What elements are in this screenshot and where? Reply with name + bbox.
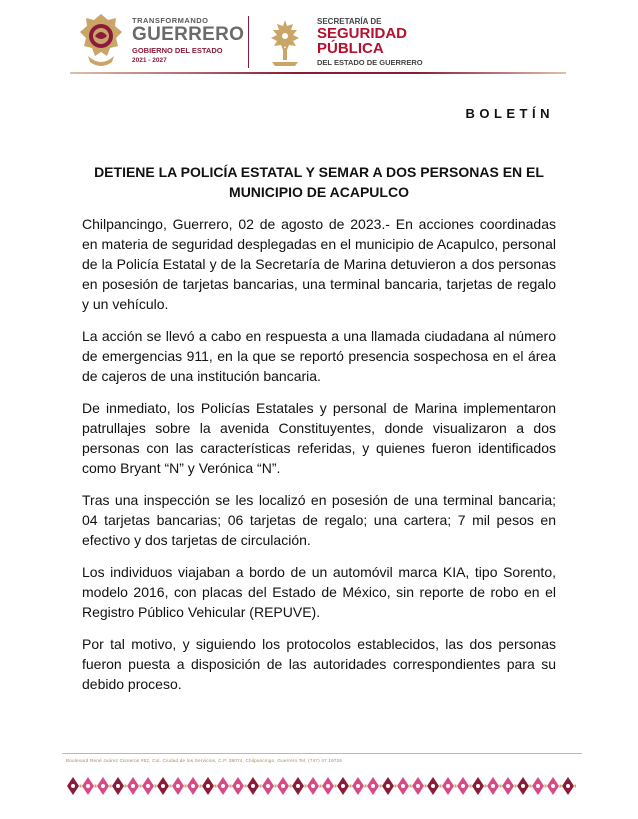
header-rule	[70, 72, 566, 74]
pattern-motif	[82, 777, 97, 795]
pattern-motif	[277, 777, 292, 795]
pattern-motif	[97, 777, 112, 795]
pattern-motif	[352, 777, 367, 795]
pattern-motif	[472, 777, 487, 795]
pattern-motif	[502, 777, 517, 795]
document-label: BOLETÍN	[465, 106, 554, 121]
pattern-motif	[397, 777, 412, 795]
ssp-wordmark	[317, 17, 423, 67]
ssp-name-line-2: PÚBLICA	[317, 40, 384, 57]
pattern-motif	[532, 777, 547, 795]
pattern-motif	[172, 777, 187, 795]
pattern-motif	[142, 777, 157, 795]
pattern-motif	[217, 777, 232, 795]
pattern-motif	[427, 777, 442, 795]
ssp-subtitle: DEL ESTADO DE GUERRERO	[317, 58, 423, 67]
decorative-pattern-band	[66, 774, 576, 798]
ssp-tagline: SECRETARÍA DE	[317, 17, 382, 26]
gov-name: GUERRERO	[132, 24, 245, 45]
pattern-motif	[337, 777, 352, 795]
pattern-motif	[322, 777, 337, 795]
pattern-motif	[292, 777, 307, 795]
pattern-motif	[487, 777, 502, 795]
paragraph: La acción se llevó a cabo en respuesta a una llamada ciudadana al número de emergencias 911, en la que se reportó presencia sospechosa en el área de cajeros de una institución bancaria.	[82, 328, 556, 384]
pattern-motif	[547, 777, 562, 795]
paragraph: Por tal motivo, y siguiendo los protocolos establecidos, las dos personas fueron puesta a disposición de las autoridades correspondientes para su debido proceso.	[82, 636, 556, 692]
paragraph: Tras una inspección se les localizó en posesión de una terminal bancaria; 04 tarjetas bancarias; 06 tarjetas de regalo; una cartera; 7 mil pesos en efectivo y dos tarjetas de circulación.	[82, 492, 556, 548]
pattern-motif	[247, 777, 262, 795]
gov-years: 2021 - 2027	[132, 57, 167, 64]
pattern-motif	[187, 777, 202, 795]
pattern-motif	[202, 777, 217, 795]
pattern-motif	[127, 777, 142, 795]
pattern-motif	[442, 777, 457, 795]
pattern-motif	[262, 777, 277, 795]
pattern-motif	[112, 777, 127, 795]
letterhead	[70, 10, 570, 72]
pattern-motif	[412, 777, 427, 795]
footer-address: Boulevard René Juárez Cisneros #62, Col. Ciudad de los Servicios, C.P. 39074, Chilpancingo, Guerrero Tel. (747) 47 19726	[66, 758, 343, 763]
guerrero-seal-icon	[78, 12, 124, 68]
paragraph: De inmediato, los Policías Estatales y personal de Marina implementaron patrullajes sobre la avenida Constituyentes, donde visualizaron a dos personas con las características referidas, y quienes fueron identificados como Bryant “N” y Verónica “N”.	[82, 400, 556, 476]
pattern-motif	[157, 777, 172, 795]
press-release-body	[82, 214, 556, 706]
pattern-motif	[562, 777, 576, 795]
ssp-name-line-1: SEGURIDAD	[317, 25, 408, 42]
paragraph: Los individuos viajaban a bordo de un automóvil marca KIA, tipo Sorento, modelo 2016, con placas del Estado de México, sin reporte de robo en el Registro Público Vehicular (REPUVE).	[82, 564, 556, 620]
paragraph: Chilpancingo, Guerrero, 02 de agosto de 2023.- En acciones coordinadas en materia de seguridad desplegadas en el municipio de Acapulco, personal de la Policía Estatal y de la Secretaría de Marina detuvieron a dos personas en posesión de tarjetas bancarias, una terminal bancaria, tarjetas de regalo y un vehículo.	[82, 216, 556, 312]
pattern-motif	[67, 777, 82, 795]
header-divider	[248, 16, 249, 68]
gov-tagline: TRANSFORMANDO	[132, 16, 209, 25]
pattern-motif	[307, 777, 322, 795]
headline: DETIENE LA POLICÍA ESTATAL Y SEMAR A DOS PERSONAS EN EL MUNICIPIO DE ACAPULCO	[94, 164, 544, 200]
pattern-motif	[517, 777, 532, 795]
pattern-motif	[457, 777, 472, 795]
pattern-motif	[232, 777, 247, 795]
pattern-motif	[367, 777, 382, 795]
ssp-tree-icon	[260, 16, 310, 68]
gov-subtitle: GOBIERNO DEL ESTADO	[132, 46, 223, 55]
pattern-motif	[382, 777, 397, 795]
government-wordmark	[132, 16, 244, 64]
footer-rule	[62, 753, 582, 754]
